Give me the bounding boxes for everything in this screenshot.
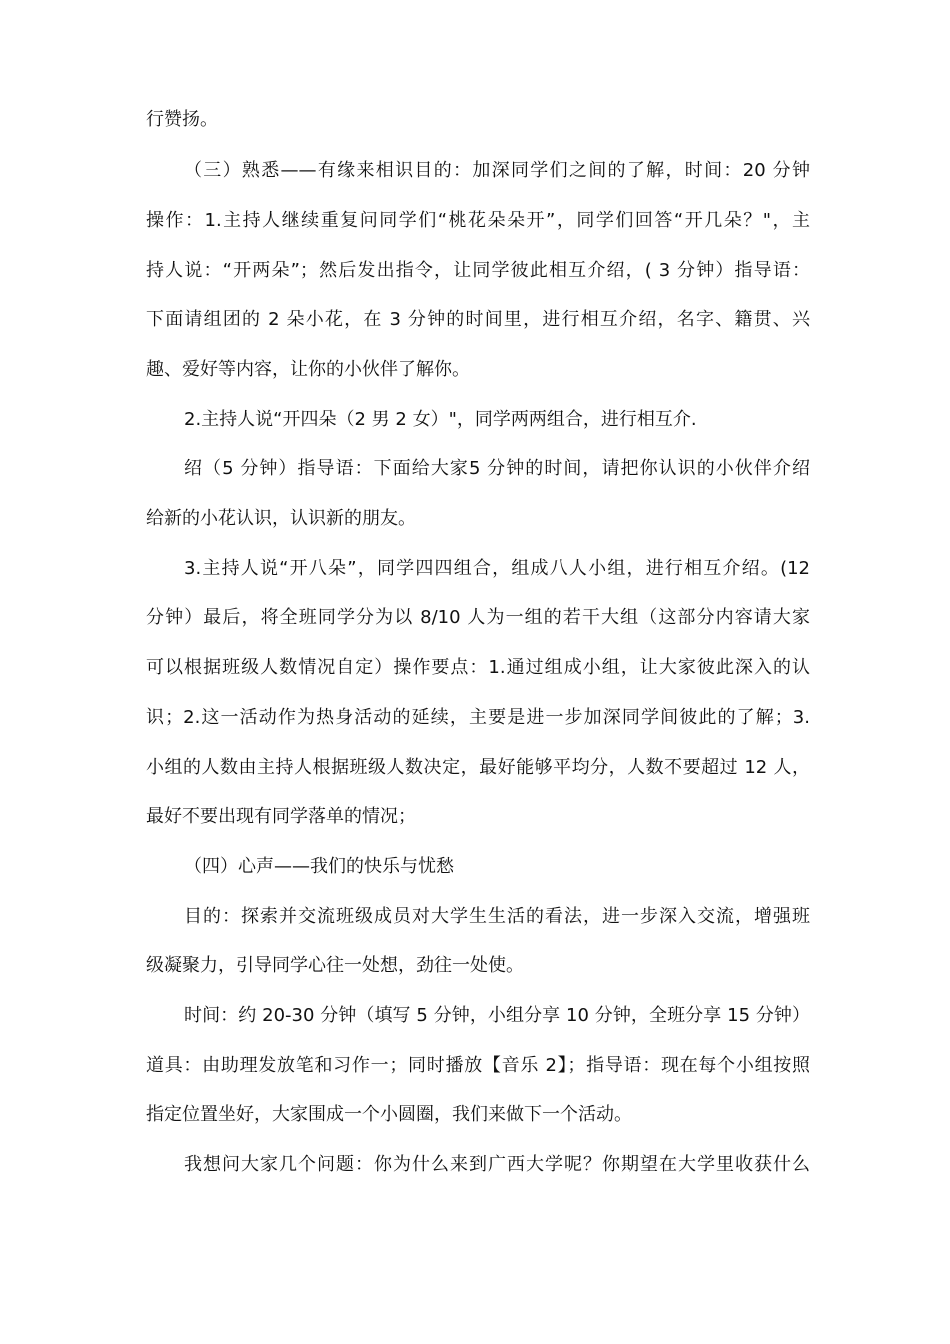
text-line: 级凝聚力，引导同学心往一处想，劲往一处使。 (146, 955, 524, 976)
text-line: 可以根据班级人数情况自定）操作要点：1.通过组成小组，让大家彼此深入的认 (146, 657, 810, 678)
section-heading: （四）心声——我们的快乐与忧愁 (184, 856, 454, 877)
text-line: 目的：探索并交流班级成员对大学生生活的看法，进一步深入交流，增强班 (184, 906, 810, 927)
text-line: 行赞扬。 (146, 109, 218, 130)
text-line: 绍（5 分钟）指导语：下面给大家5 分钟的时间，请把你认识的小伙伴介绍 (184, 458, 810, 479)
section-heading: （三）熟悉——有缘来相识目的：加深同学们之间的了解，时间：20 分钟 (184, 160, 810, 181)
text-line: 小组的人数由主持人根据班级人数决定，最好能够平均分，人数不要超过 12 人， (146, 757, 810, 778)
text-line: 道具：由助理发放笔和习作一；同时播放【音乐 2】；指导语：现在每个小组按照 (146, 1055, 810, 1076)
text-line: 分钟）最后，将全班同学分为以 8/10 人为一组的若干大组（这部分内容请大家 (146, 607, 810, 628)
text-line: 3.主持人说“开八朵”，同学四四组合，组成八人小组，进行相互介绍。(12 (184, 558, 810, 579)
text-line: 2.主持人说“开四朵（2 男 2 女）"，同学两两组合，进行相互介. (184, 409, 697, 430)
text-line: 操作：1.主持人继续重复问同学们“桃花朵朵开”，同学们回答“开几朵？"，主 (146, 210, 810, 231)
text-line: 持人说：“开两朵”；然后发出指令，让同学彼此相互介绍，( 3 分钟）指导语： (146, 260, 810, 281)
text-line: 识；2.这一活动作为热身活动的延续，主要是进一步加深同学间彼此的了解；3. (146, 707, 810, 728)
text-line: 下面请组团的 2 朵小花，在 3 分钟的时间里，进行相互介绍，名字、籍贯、兴 (146, 309, 810, 330)
text-line: 时间：约 20-30 分钟（填写 5 分钟，小组分享 10 分钟，全班分享 15 分钟） (184, 1005, 810, 1026)
text-line: 趣、爱好等内容，让你的小伙伴了解你。 (146, 359, 470, 380)
text-line: 我想问大家几个问题：你为什么来到广西大学呢？你期望在大学里收获什么 (184, 1154, 810, 1175)
text-line: 指定位置坐好，大家围成一个小圆圈，我们来做下一个活动。 (146, 1104, 632, 1125)
text-line: 最好不要出现有同学落单的情况； (146, 806, 416, 827)
text-line: 给新的小花认识，认识新的朋友。 (146, 508, 416, 529)
